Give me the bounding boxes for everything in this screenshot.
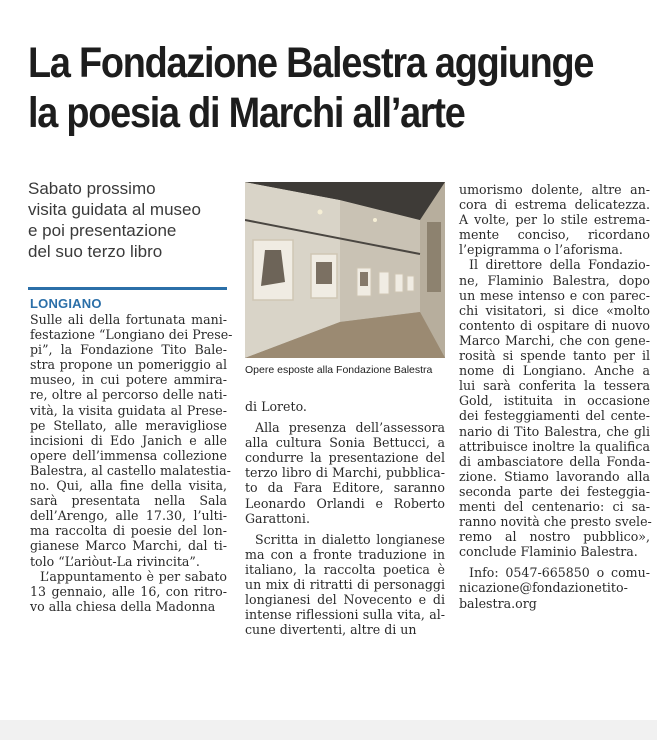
article-line: condurre la presentazione del [245,450,445,466]
article-line: nome di Longiano. Anche a [459,363,650,379]
article-line: Alla presenza dell’assessora [255,420,445,436]
article-line: cune divertenti, altre di un [245,622,417,638]
article-line: zione. Stiamo lavorando alla [459,468,650,484]
article-line: conclude Flaminio Balestra. [459,544,638,560]
subheading-line-1: Sabato prossimo [28,179,156,198]
article-line: re, oltre al percorso delle nati- [30,387,227,403]
column-2 [245,399,445,637]
article-line: Scritta in dialetto longianese [255,531,445,547]
article-line: dei festeggiamenti del cente- [459,408,650,424]
article-line: rosità si spende tanto per il [459,348,650,364]
article-line: intense riflessioni sulla vita, al- [245,607,445,623]
article-line: opere dell’immensa collezione [30,447,227,463]
article-line: chi visitatori, si dice «molto [459,302,650,318]
article-line: L’appuntamento è per sabato [40,568,227,584]
article-line: vità, la visita guidata al Prese- [30,402,227,418]
article-line: seconda parte dei festeggia- [459,483,650,499]
article-line: sarà presentata nella Sala [30,493,227,509]
article-line: cora di estrema delicatezza. [459,197,650,213]
article-line: balestra.org [459,595,537,611]
article-line: lui sarà conferita la tessera [459,378,650,394]
column-1 [30,312,233,614]
article-line: tolo “L’ariòut-La rivincita”. [30,553,200,569]
article-line: festazione “Longiano dei Prese- [30,327,233,343]
subheading [28,178,238,262]
article-line: longianesi del Novecento e di [245,592,445,608]
article-line: to da Fara Editore, saranno [245,480,445,496]
article-line: ne, Flaminio Balestra, dopo [459,272,650,288]
article-line: umorismo dolente, altre an- [459,182,650,197]
gallery-photo [245,182,445,358]
article-line: ma raccolta di poesie del lon- [30,523,227,539]
gallery-photo-illustration [245,182,445,358]
article-line: ranno novità che presto svele- [459,514,652,530]
article-line: di ambasciatore della Fonda- [459,453,650,469]
subheading-line-2: visita guidata al museo [28,200,201,219]
headline [28,38,594,138]
article-line: 13 gennaio, alle 16, con ritro- [30,583,227,599]
article-line: museo, in cui potere ammira- [30,372,227,388]
article-line: Leonardo Orlandi e Roberto [245,495,445,511]
article-line: pi”, la Fondazione Tito Bale- [30,342,227,358]
article-line: A volte, per lo stile estrema- [459,212,650,228]
article-line: Balestra, al castello malatestia- [30,462,231,478]
article-line: Gold, istituita in occasione [459,393,650,409]
article-line: italiano, la raccolta poetica è [245,561,445,577]
article-line: Il direttore della Fondazio- [469,257,650,273]
article-line: terzo libro di Marchi, pubblica- [245,465,445,481]
article-line: Info: 0547-665850 o comu- [469,565,650,581]
article-line: pe Stellato, alle meravigliose [30,417,227,433]
subheading-line-4: del suo terzo libro [28,242,163,261]
article-line: Sulle ali della fortunata mani- [30,312,227,327]
article-line: un mese intenso e con parec- [459,287,650,303]
article-line: nicazione@fondazionetito- [459,580,628,596]
article-line: l’epigramma o l’aforisma. [459,242,623,258]
article-line: stra propone un pomeriggio al [30,357,227,373]
article-line: incisioni di Edo Janich e alle [30,432,227,448]
kicker: LONGIANO [30,296,102,311]
article-line: mente conciso, ricordano [459,227,650,243]
article-line: di Loreto. [245,399,307,414]
article-line: ma con a fronte traduzione in [245,546,445,562]
article-line: dell’Arengo, alle 17.30, l’ulti- [30,508,227,524]
photo-caption: Opere esposte alla Fondazione Balestra [245,364,433,376]
article-line: vo alla chiesa della Madonna [30,598,216,614]
article-line: un mix di ritratti di personaggi [245,577,445,593]
article-line: attribuisce inoltre la qualifica [459,438,650,454]
article-line: Garattoni. [245,510,310,526]
article-line: Marco Marchi, che con gene- [459,332,650,348]
headline-line-2: la poesia di Marchi all’arte [28,89,465,137]
subheading-line-3: e poi presentazione [28,221,177,240]
article-line: contento di ospitare di nuovo [459,317,650,333]
article-line: nario di Tito Balestra, che gli [459,423,650,439]
headline-line-1: La Fondazione Balestra aggiunge [28,39,594,87]
section-rule [28,287,227,290]
article-line: remo al nostro pubblico», [459,529,650,545]
column-3 [459,182,650,611]
article-line: menti del centenario: ci sa- [459,498,650,514]
page-footer-strip [0,720,657,740]
article-line: alla cultura Sonia Bettucci, a [245,435,445,451]
article-line: no. Qui, alla fine della visita, [30,478,227,494]
article-line: gianese Marco Marchi, dal ti- [30,538,227,554]
